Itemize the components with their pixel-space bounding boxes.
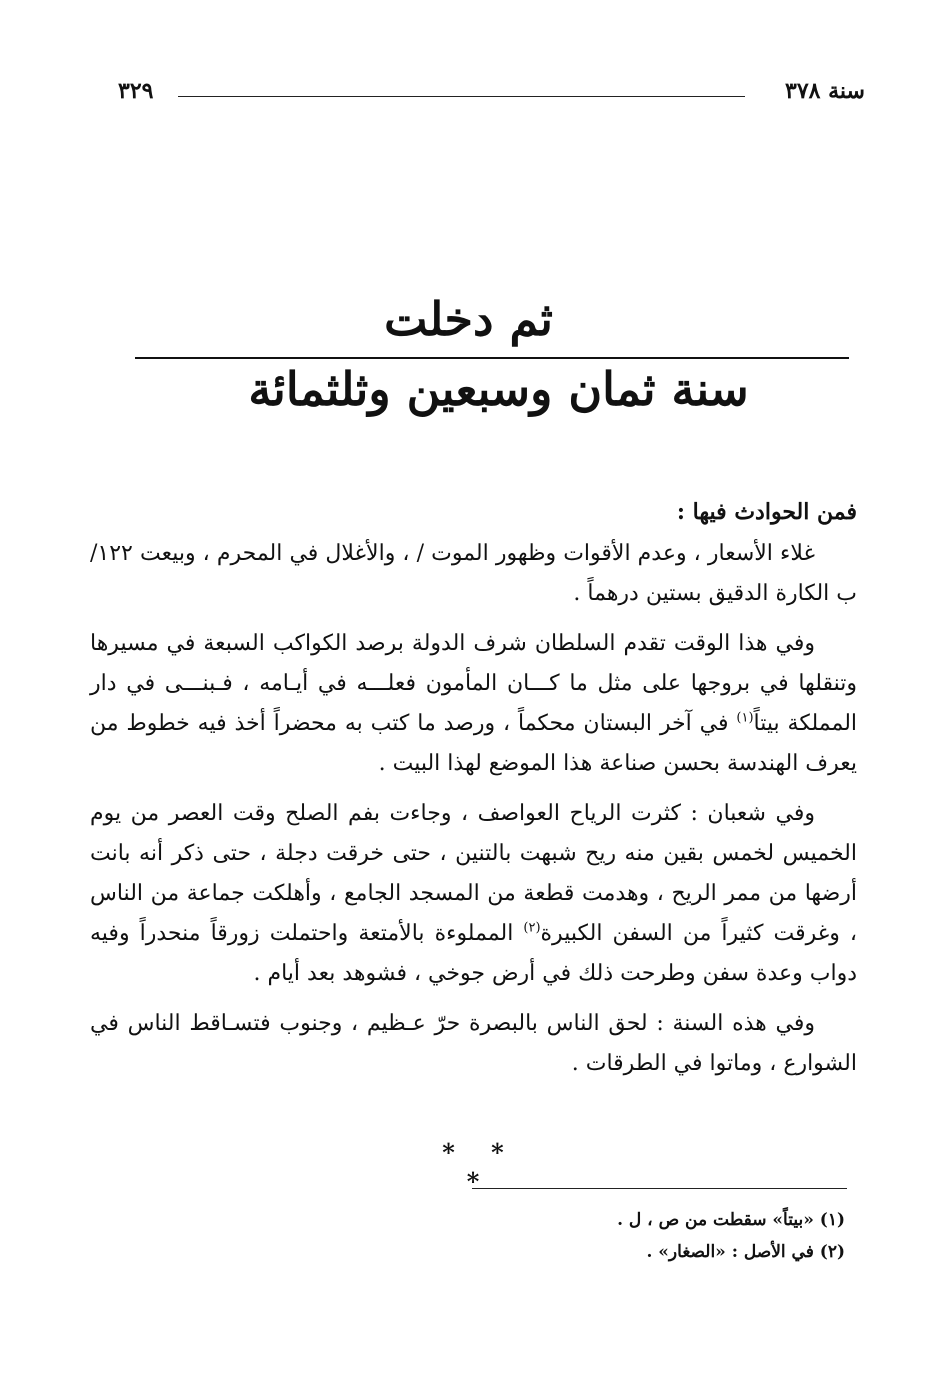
- intro-line: فمن الحوادث فيها :: [676, 499, 857, 525]
- main-text: [90, 492, 857, 1094]
- chapter-title: سنة ثمان وسبعين وثلثمائة: [248, 362, 749, 416]
- paragraph-3-text-b: المملوءة بالأمتعة واحتملت زورقاً منحدراً وفيه دواب وعدة سفن وطرحت ذلك في أرض جوخي ، فشوهد بعد أيام .: [90, 921, 857, 986]
- paragraph-2-text-b: في آخر البستان محكماً ، ورصد ما كتب به محضراً أخذ فيه خطوط من يعرف الهندسة بحسن صناعة هذا الموضع لهذا البيت .: [90, 711, 857, 776]
- paragraph-2-text-a: وفي هذا الوقت تقدم السلطان شرف الدولة برصد الكواكب السبعة في مسيرها وتنقلها في بروجها على مثل ما كـــان المأمون فعلـــه في أيـامه ، فـبنـــى في دار المملكة بيتاً: [90, 631, 858, 736]
- header-year-label: سنة ٣٧٨: [785, 78, 865, 104]
- chapter-title-rule: [135, 357, 849, 359]
- header-rule: [178, 96, 745, 97]
- paragraph-3: [90, 794, 857, 994]
- paragraph-3-text-a: وفي شعبان : كثرت الرياح العواصف ، وجاءت بفم الصلح وقت العصر من يوم الخميس لخمس بقين منه ريح شبهت بالتنين ، حتى خرقت دجلة ، حتى ذكر أنه بانت أرضها من ممر الريح ، وهدمت قطعة من المسجد الجامع ، وأهلكت جماعة من الناس ، وغرقت كثيراً من السفن الكبيرة: [90, 801, 857, 946]
- section-separator: * * *: [442, 1138, 518, 1196]
- footnote-2: (٢) في الأصل : «الصغار» .: [646, 1242, 845, 1262]
- paragraph-2: [90, 624, 857, 784]
- footnote-rule: [472, 1188, 847, 1189]
- footnotes: [200, 1204, 845, 1268]
- footnote-mark-2: (٢): [523, 920, 541, 936]
- paragraph-1: غلاء الأسعار ، وعدم الأقوات وظهور الموت / ، والأغلال في المحرم ، وبيعت ١٢٢/ب الكارة الدقيق بستين درهماً .: [90, 541, 857, 606]
- running-header: [118, 78, 865, 110]
- page-number: ٣٢٩: [118, 78, 154, 104]
- paragraph-4: وفي هذه السنة : لحق الناس بالبصرة حرّ عـظيم ، وجنوب فتسـاقط الناس في الشوارع ، وماتوا في الطرقات .: [90, 1011, 857, 1076]
- footnote-mark-1: (١): [736, 710, 754, 726]
- footnote-1: (١) «بيتاً» سقطت من ص ، ل .: [617, 1210, 845, 1230]
- chapter-pre-title: ثم دخلت: [384, 292, 553, 346]
